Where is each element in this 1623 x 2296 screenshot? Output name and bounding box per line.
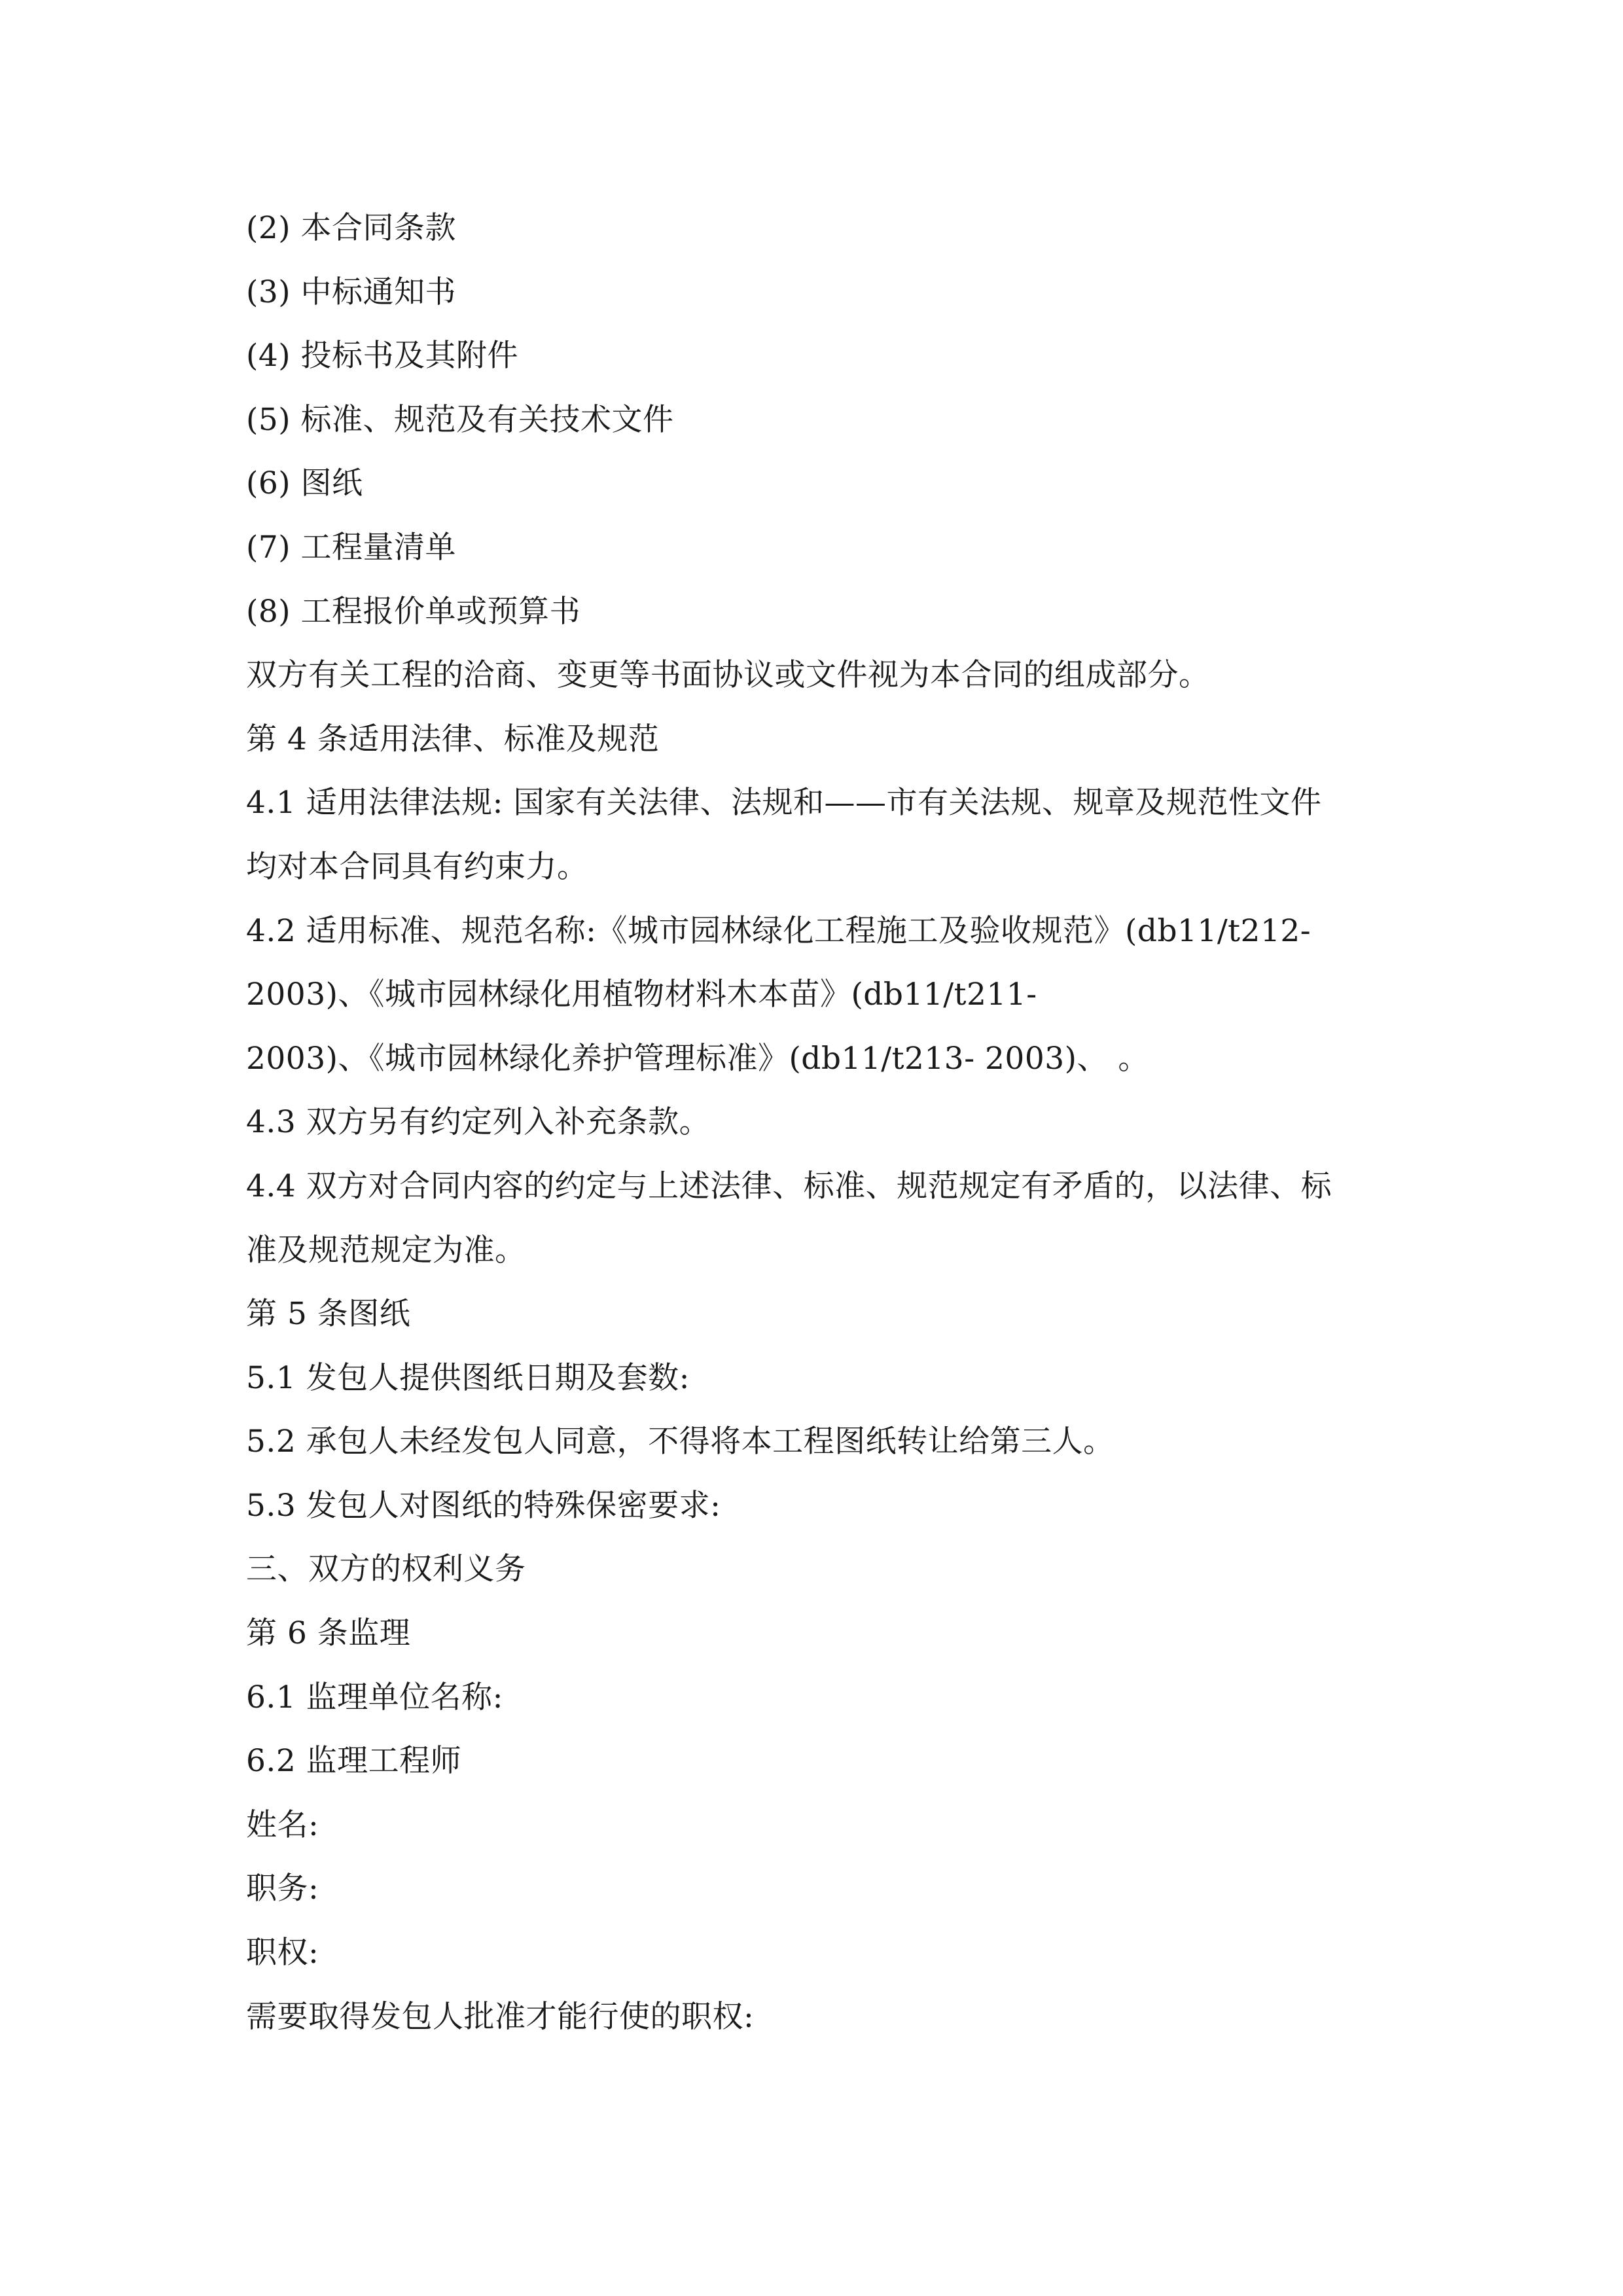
field-label-name: 姓名:: [246, 1806, 319, 1843]
paragraph-text: 6.1 监理单位名称:: [246, 1679, 504, 1715]
paragraph-text: 5.3 发包人对图纸的特殊保密要求:: [246, 1487, 721, 1524]
section-heading: 三、双方的权利义务: [246, 1551, 526, 1588]
paragraph-text: 4.3 双方另有约定列入补充条款。: [246, 1104, 711, 1141]
paragraph-text: 准及规范规定为准。: [246, 1232, 526, 1268]
clause-item-4: (4) 投标书及其附件: [246, 338, 519, 374]
article-heading-4: 第 4 条适用法律、标准及规范: [246, 721, 660, 757]
paragraph-text: 6.2 监理工程师: [246, 1743, 462, 1780]
paragraph-text: 4.4 双方对合同内容的约定与上述法律、标准、规范规定有矛盾的，以法律、标: [246, 1168, 1332, 1204]
article-heading-5: 第 5 条图纸: [246, 1296, 411, 1333]
clause-item-2: (2) 本合同条款: [246, 210, 457, 246]
article-heading-6: 第 6 条监理: [246, 1615, 411, 1652]
clause-item-5: (5) 标准、规范及有关技术文件: [246, 401, 674, 438]
clause-item-3: (3) 中标通知书: [246, 274, 457, 310]
paragraph-text: 4.2 适用标准、规范名称:《城市园林绿化工程施工及验收规范》(db11/t212-: [246, 912, 1311, 949]
field-label-position: 职务:: [246, 1871, 319, 1907]
clause-item-7: (7) 工程量清单: [246, 529, 457, 565]
paragraph-text: 5.1 发包人提供图纸日期及套数:: [246, 1359, 690, 1396]
paragraph-text: 双方有关工程的洽商、变更等书面协议或文件视为本合同的组成部分。: [246, 657, 1210, 694]
paragraph-text: 4.1 适用法律法规: 国家有关法律、法规和——市有关法规、规章及规范性文件: [246, 785, 1322, 821]
paragraph-text: 2003)、《城市园林绿化养护管理标准》(db11/t213- 2003)、 。: [246, 1040, 1149, 1077]
clause-item-8: (8) 工程报价单或预算书: [246, 593, 581, 630]
paragraph-text: 均对本合同具有约束力。: [246, 848, 588, 885]
paragraph-text: 5.2 承包人未经发包人同意，不得将本工程图纸转让给第三人。: [246, 1424, 1115, 1460]
paragraph-text: 需要取得发包人批准才能行使的职权:: [246, 1998, 755, 2035]
field-label-authority: 职权:: [246, 1935, 319, 1971]
clause-item-6: (6) 图纸: [246, 465, 363, 502]
paragraph-text: 2003)、《城市园林绿化用植物材料木本苗》(db11/t211-: [246, 977, 1037, 1013]
document-body: [246, 196, 1385, 2049]
